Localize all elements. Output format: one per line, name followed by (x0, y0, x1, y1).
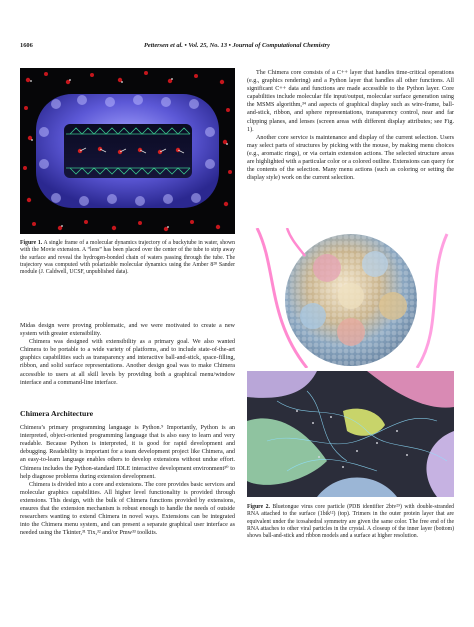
left-para-4: Chimera is divided into a core and extensions. The core provides basic services and molecular graphics capabilities. All higher level functionality is provided through extensions. This design, with the bulk of Chimera functions provided by extensions, ensures that the extension mechanism is robust enough to handle the needs of outside researchers wanting to extend Chimera in novel ways. Extensions can be integrated into the Chimera menu system, and can present a separate graphical user interface as needed using the Tkinter,³¹ Tix,³² and/or Pmw³³ toolkits. (20, 481, 235, 537)
page-number: 1606 (20, 42, 33, 49)
left-para-1: Midas design were proving problematic, and we were motivated to create a new system with greater extensibility. (20, 323, 235, 338)
figure-1-label: Figure 1. (20, 240, 43, 246)
virus-core-illustration (247, 228, 454, 368)
figure-2-caption-text: Bluetongue virus core particle (PDB identifier 2btv²⁹) with double-stranded RNA attached to the surface (1bik¹²) (top). Trimers in the outer protein layer that are equivalent under the icosahedral symmetry are given the same color. The free end of the RNA attaches to other viral particles in the crystal. A closeup of the inner layer (bottom) shows ball-and-stick and ribbon models and a surface at higher resolution. (247, 504, 454, 540)
running-head: Pettersen et al. • Vol. 25, No. 13 • Journal of Computational Chemistry (144, 42, 330, 49)
figure-1-image (20, 68, 235, 234)
figure-1-caption (20, 240, 235, 276)
right-para-1: The Chimera core consists of a C++ layer that handles time-critical operations (e.g., graphics rendering) and a Python layer that handles all other functions. All significant C++ data and functions are made accessible to the Python layer. Core capabilities include molecular file input/output, molecular surface generation using the MSMS algorithm,³⁴ and aspects of graphical display such as wire-frame, ball-and-stick, ribbon, and sphere representations, transparency control, near and far clipping planes, and lenses (screen areas with different display attributes; see Fig. 1). (247, 70, 454, 133)
page-header (20, 42, 454, 54)
figure-1-caption-text: A single frame of a molecular dynamics trajectory of a buckytube in water, shown with the Movie extension. A “lens” has been placed over the center of the tube to strip away the surface and reveal the hydrogen-bonded chain of waters passing through the tube. The trajectory was computed with polarizable molecular dynamics using the Amber 8²⁸ Sander module (J. Caldwell, UCSF, unpublished data). (20, 240, 235, 276)
inner-layer-closeup-illustration (247, 371, 454, 497)
left-column (20, 322, 235, 387)
buckytube-illustration (20, 68, 235, 234)
right-column (247, 69, 454, 182)
figure-2-label: Figure 2. (247, 504, 270, 510)
left-para-2: Chimera was designed with extensibility as a primary goal. We also wanted Chimera to be portable to a wide variety of platforms, and to include state-of-the-art graphics capabilities such as transparency and interactive ball-and-stick, space-filling, ribbon, and solid surface representations. Another design goal was to make Chimera accessible to users at all skill levels by providing both a graphical menu/window interface and a command-line interface. (20, 339, 235, 386)
figure-2-caption (247, 504, 454, 540)
left-column-lower (20, 410, 235, 537)
left-para-3: Chimera’s primary programming language is Python.⁹ Importantly, Python is an interpreted, object-oriented programming language that is also easy to learn and very readable. Because Python is interpreted, it is good for rapid development and debugging. Readability is important for a team development project like Chimera, and an easy-to-learn language enables others to develop extensions without undue effort. Chimera includes the Python-standard IDLE interactive development environment³⁰ to help diagnose problems during extension development. (20, 425, 235, 480)
figure-2-top-image (247, 228, 454, 368)
section-heading: Chimera Architecture (20, 409, 94, 418)
figure-2-bottom-image (247, 371, 454, 497)
right-para-2: Another core service is maintenance and display of the current selection. Users may select parts of structures by picking with the mouse, by making menu choices (e.g., aromatic rings), or via certain extension actions. The selected structure areas are highlighted with a particular color or a colored outline. Extensions can query for the contents of the selection. Many menu actions (such as coloring or setting the display style) work on the current selection. (247, 134, 454, 182)
